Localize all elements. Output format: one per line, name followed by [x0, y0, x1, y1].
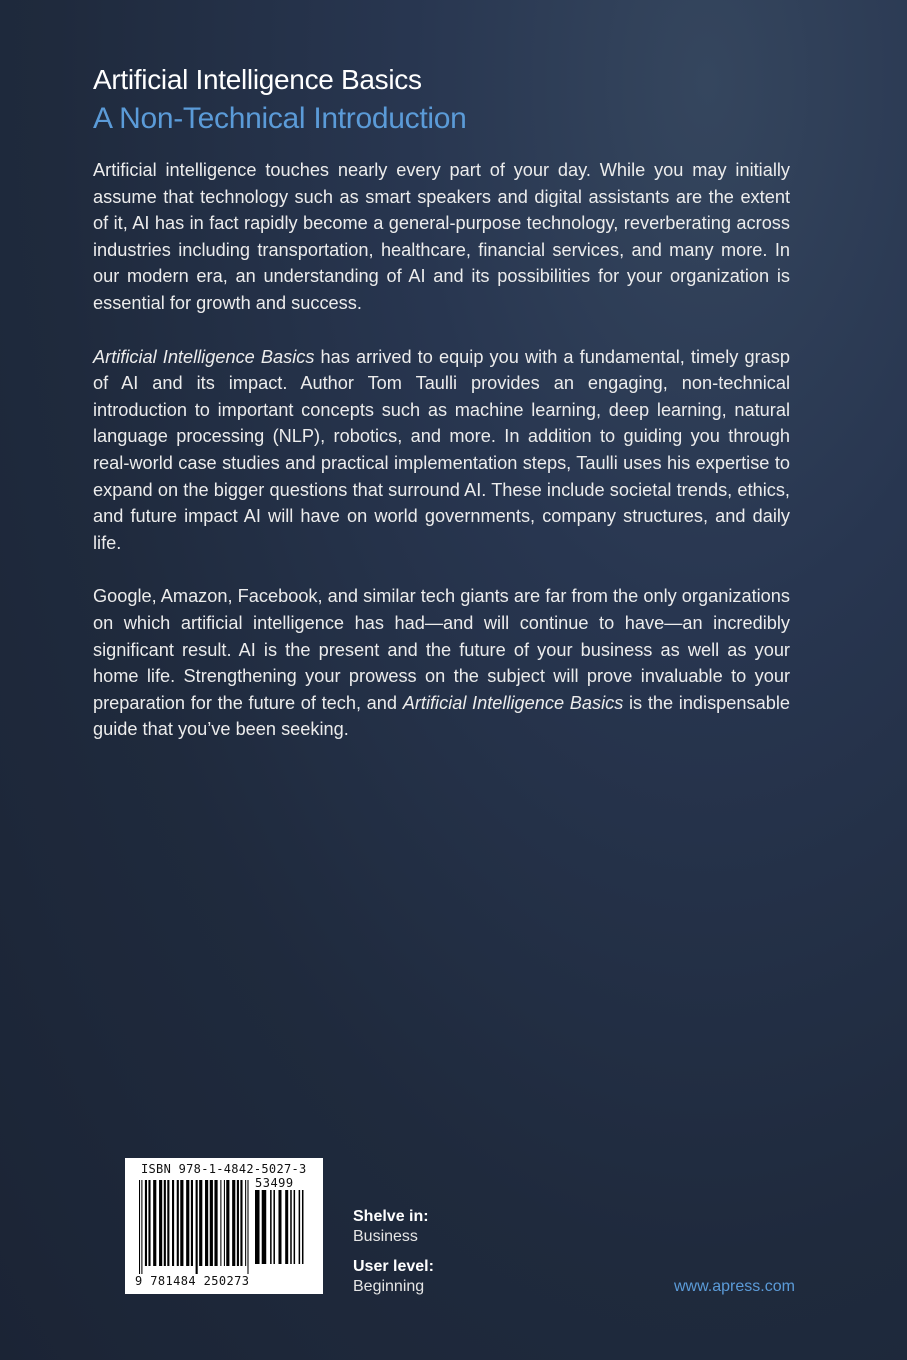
description-paragraph-3 [93, 583, 790, 743]
book-subtitle: A Non-Technical Introduction [93, 102, 467, 135]
book-title-italic: Artificial Intelligence Basics [402, 692, 624, 713]
isbn-label: ISBN 978-1-4842-5027-3 [141, 1162, 307, 1176]
book-title: Artificial Intelligence Basics [93, 64, 422, 95]
isbn-barcode [125, 1158, 323, 1294]
description-paragraph-1: Artificial intelligence touches nearly every part of your day. While you may initially assume that technology such as smart speakers and digital assistants are the extent of it, AI has in fact rapidly become a general-purpose technology, reverberating across industries including transportation, healthcare, financial services, and many more. In our modern era, an understanding of AI and its possibilities for your organization is essential for growth and success. [93, 160, 790, 313]
back-cover-text [93, 62, 790, 743]
price-code: 53499 [255, 1176, 294, 1190]
shelve-in-value: Business [353, 1228, 418, 1245]
user-level-value: Beginning [353, 1278, 425, 1295]
price-addon-bars [255, 1190, 307, 1272]
publisher-website-link[interactable]: www.apress.com [674, 1278, 795, 1295]
book-title-italic: Artificial Intelligence Basics [93, 346, 315, 367]
paragraph-2-text: has arrived to equip you with a fundamental, timely grasp of AI and its impact. Author Tom Taulli provides an engaging, non-technical introduction to important concepts such as machine learning, deep learning, natural language processing (NLP), robotics, and more. In addition to guiding you through real-world case studies and practical implementation steps, Taulli uses his expertise to expand on the bigger questions that surround AI. These include societal trends, ethics, and future impact AI will have on world governments, company structures, and daily life. [93, 346, 790, 553]
ean-barcode-bars [139, 1180, 251, 1274]
shelving-info [353, 1207, 434, 1297]
paragraph-3-text-end: is the indispensable guide that you’ve been seeking. [93, 692, 791, 740]
paragraph-3-text-start: Google, Amazon, Facebook, and similar tech giants are far from the only organizations on which artificial intelligence has had—and will continue to have—an incredibly significant result. AI is the present and the future of your business as well as your home life. Strengthening your prowess on the subject will prove invaluable to your preparation for the future of tech, and [93, 586, 790, 713]
user-level-label: User level: [353, 1258, 434, 1275]
shelve-in-label: Shelve in: [353, 1208, 429, 1225]
ean-digits: 9 781484 250273 [135, 1274, 250, 1288]
description-paragraph-2 [93, 344, 790, 557]
